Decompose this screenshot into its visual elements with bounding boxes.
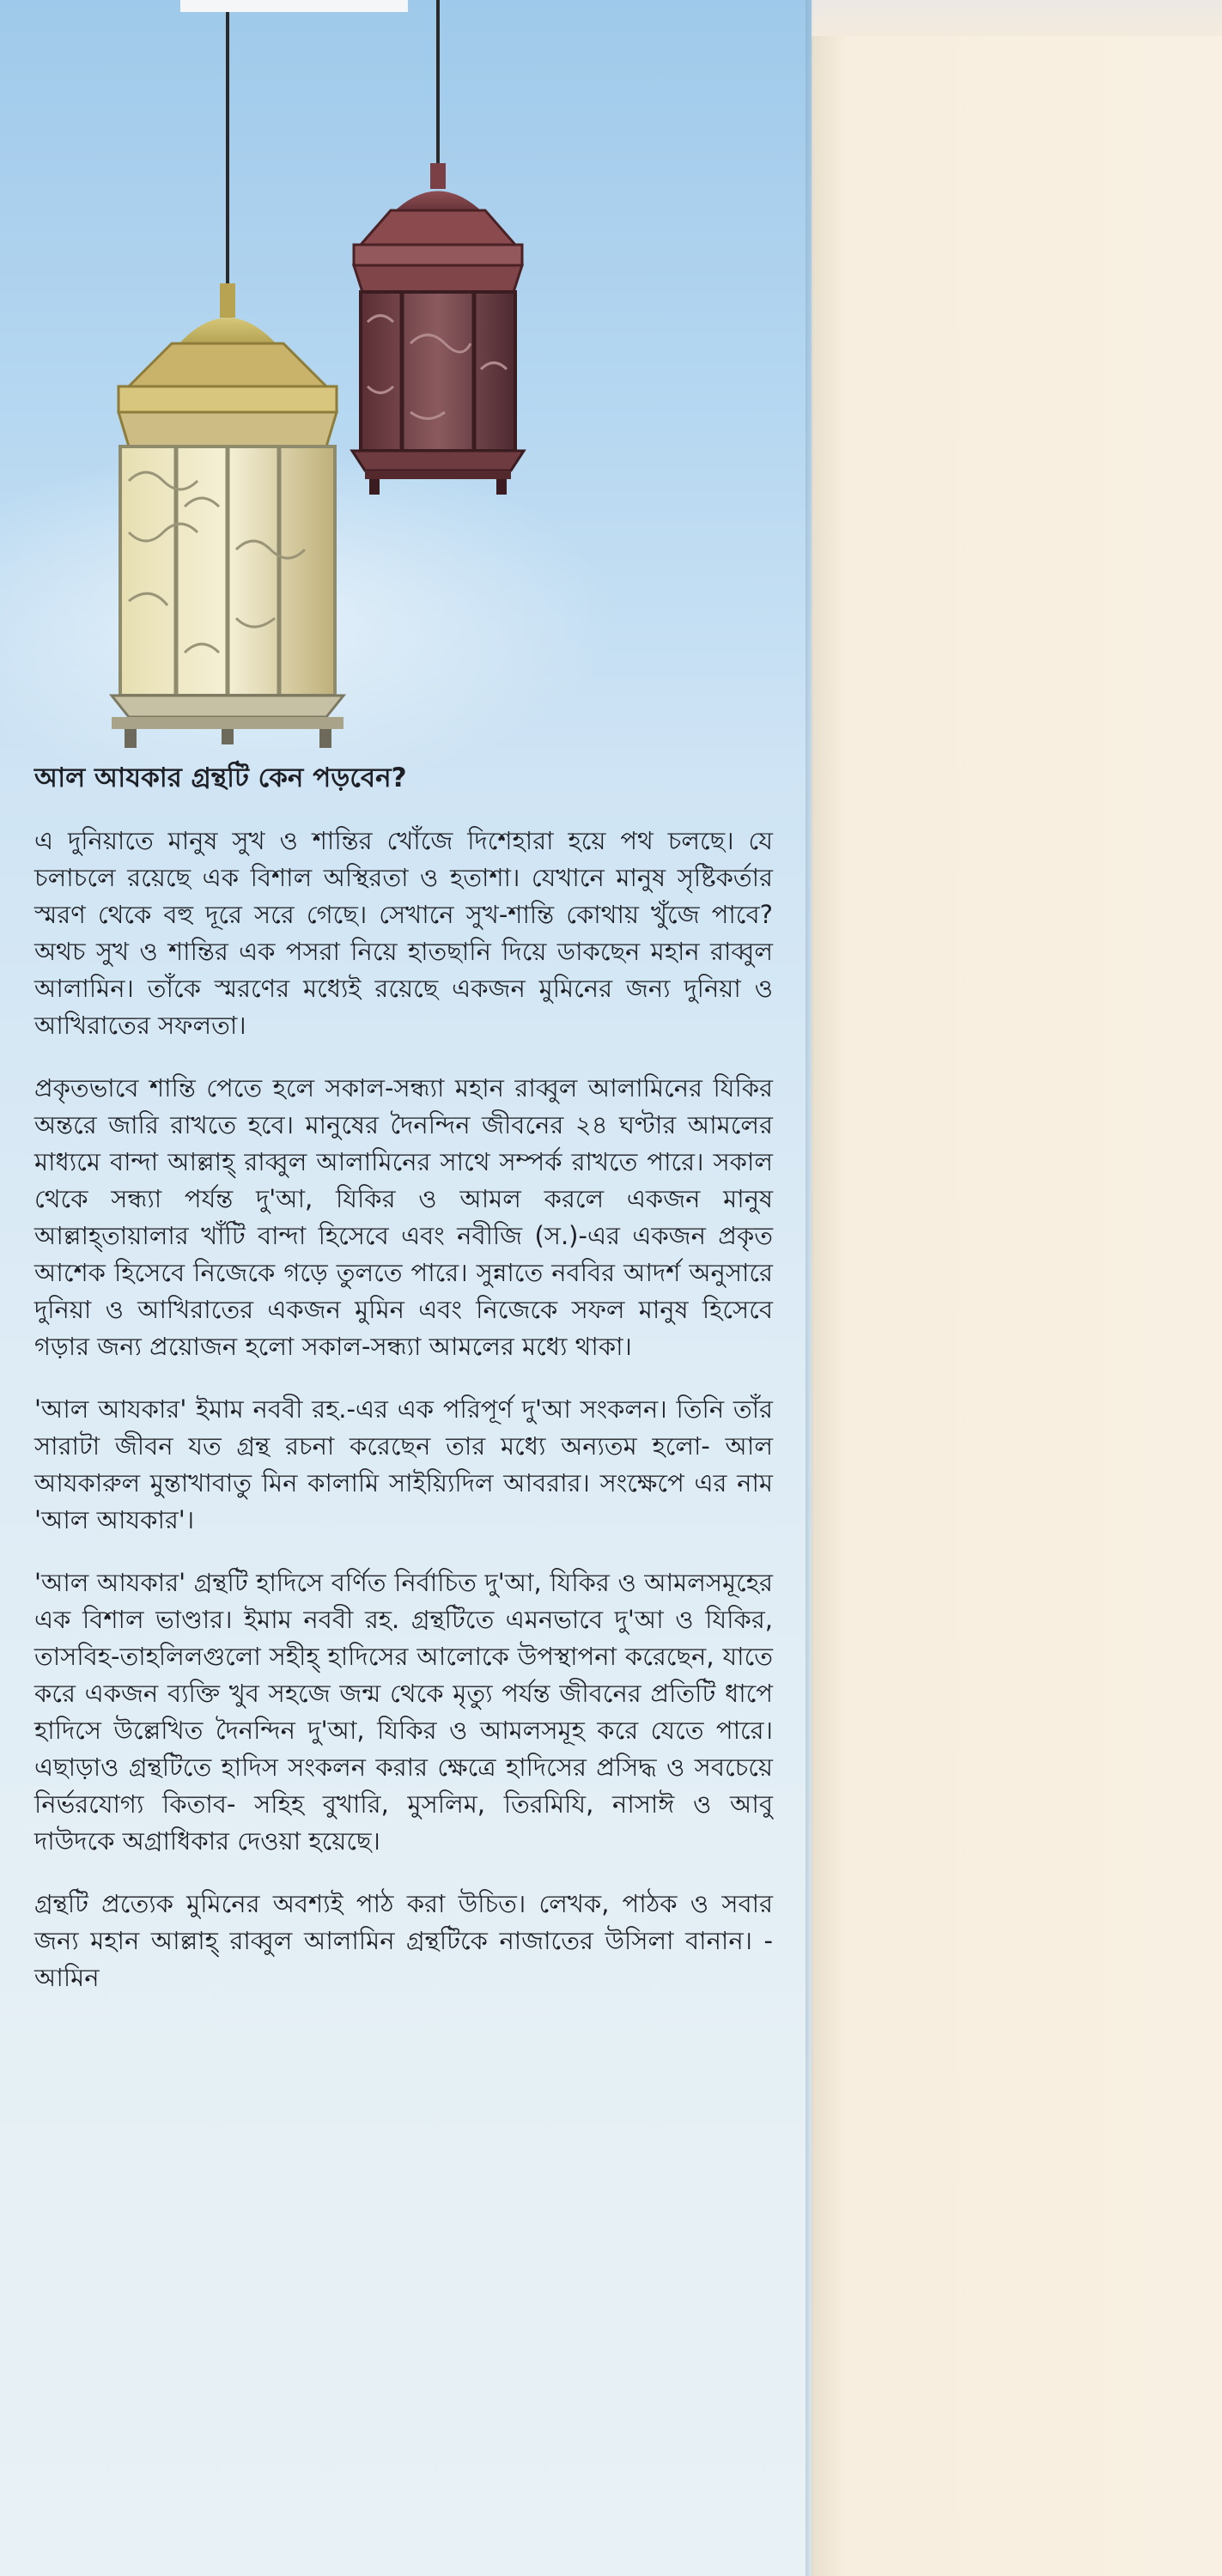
cream-page-top-strip <box>812 0 1222 36</box>
paragraph-3: 'আল আযকার' ইমাম নববী রহ.-এর এক পরিপূর্ণ দু'আ সংকলন। তিনি তাঁর সারাটা জীবন যত গ্রন্থ রচনা করেছেন তার মধ্যে অন্যতম হলো- আল আযকারুল মুন্তাখাবাতু মিন কালামি সাইয়্যিদিল আবরার। সংক্ষেপে এর নাম 'আল আযকার'। <box>34 1394 773 1535</box>
lantern-illustration <box>0 0 812 773</box>
paragraph-1: এ দুনিয়াতে মানুষ সুখ ও শান্তির খোঁজে দিশেহারা হয়ে পথ চলছে। যে চলাচলে রয়েছে এক বিশাল অস্থিরতা ও হতাশা। যেখানে মানুষ সৃষ্টিকর্তার স্মরণ থেকে বহু দূরে সরে গেছে। সেখানে সুখ-শান্তি কোথায় খুঁজে পাবে? অথচ সুখ ও শান্তির এক পসরা নিয়ে হাতছানি দিয়ে ডাকছেন মহান রাব্বুল আলামিন। তাঁকে স্মরণের মধ্যেই রয়েছে একজন মুমিনের জন্য দুনিয়া ও আখিরাতের সফলতা। <box>34 826 773 1041</box>
gold-lantern-icon <box>112 12 343 748</box>
paragraph-4: 'আল আযকার' গ্রন্থটি হাদিসে বর্ণিত নির্বাচিত দু'আ, যিকির ও আমলসমূহের এক বিশাল ভাণ্ডার। ইমাম নববী রহ. গ্রন্থটিতে এমনভাবে দু'আ ও যিকির, তাসবিহ-তাহলিলগুলো সহীহ্ হাদিসের আলোকে উপস্থাপনা করেছেন, যাতে করে একজন ব্যক্তি খুব সহজে জন্ম থেকে মৃত্যু পর্যন্ত জীবনের প্রতিটি ধাপে হাদিসে উল্লেখিত দৈনন্দিন দু'আ, যিকির ও আমলসমূহ করে যেতে পারে। এছাড়াও গ্রন্থটিতে হাদিস সংকলন করার ক্ষেত্রে হাদিসের প্রসিদ্ধ ও সবচেয়ে নির্ভরযোগ্য কিতাব- সহিহ বুখারি, মুসলিম, তিরমিযি, নাসাঈ ও আবু দাউদকে অগ্রাধিকার দেওয়া হয়েছে। <box>34 1568 773 1856</box>
section-heading: আল আযকার গ্রন্থটি কেন পড়বেন? <box>34 762 407 793</box>
paragraph-2: প্রকৃতভাবে শান্তি পেতে হলে সকাল-সন্ধ্যা মহান রাব্বুল আলামিনের যিকির অন্তরে জারি রাখতে হবে। মানুষের দৈনন্দিন জীবনের ২৪ ঘণ্টার আমলের মাধ্যমে বান্দা আল্লাহ্ রাব্বুল আলামিনের সাথে সম্পর্ক রাখতে পারে। সকাল থেকে সন্ধ্যা পর্যন্ত দু'আ, যিকির ও আমল করলে একজন মানুষ আল্লাহ্তায়ালার খাঁটি বান্দা হিসেবে এবং নবীজি (স.)-এর একজন প্রকৃত আশেক হিসেবে নিজেকে গড়ে তুলতে পারে। সুন্নাতে নববির আদর্শ অনুসারে দুনিয়া ও আখিরাতের একজন মুমিন এবং নিজেকে সফল মানুষ হিসেবে গড়ার জন্য প্রয়োজন হলো সকাল-সন্ধ্যা আমলের মধ্যে থাকা। <box>34 1073 773 1362</box>
cream-page-background <box>812 0 1222 2576</box>
description-text-block <box>34 760 773 2022</box>
maroon-lantern-icon <box>352 0 524 495</box>
paragraph-5: গ্রন্থটি প্রত্যেক মুমিনের অবশ্যই পাঠ করা উচিত। লেখক, পাঠক ও সবার জন্য মহান আল্লাহ্ রাব্বুল আলামিন গ্রন্থটিকে নাজাতের উসিলা বানান। - আমিন <box>34 1889 773 1993</box>
panel-edge-shadow <box>806 0 814 2576</box>
